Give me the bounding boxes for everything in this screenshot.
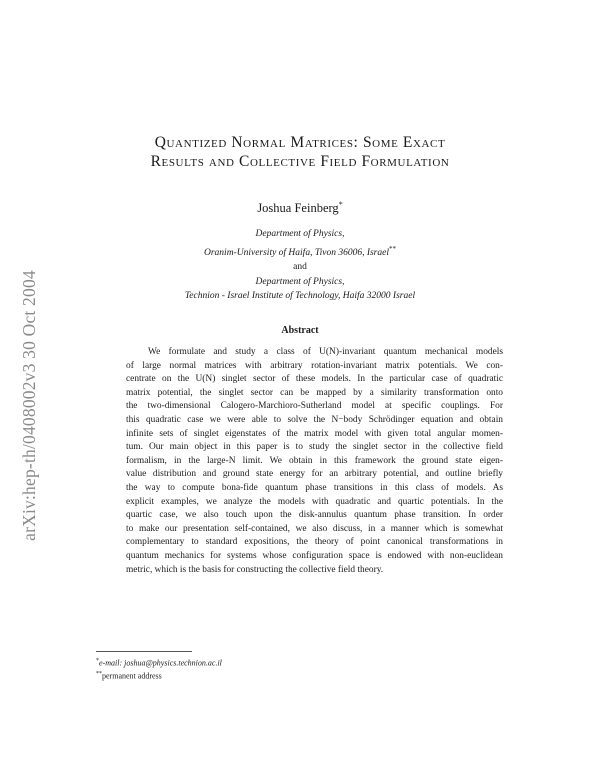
author xyxy=(0,200,600,216)
footnote-email-label: e-mail: xyxy=(99,658,123,668)
footnote-email-mark: * xyxy=(96,658,99,664)
abstract-line: complementary to standard expositions, the theory of point canonical transformations in xyxy=(126,537,503,548)
footnote-permanent xyxy=(96,669,222,682)
affiliation-dept-1: Department of Physics, xyxy=(255,229,345,239)
arxiv-identifier: arXiv:hep-th/0408002v3 30 Oct 2004 xyxy=(18,269,39,541)
paper-title xyxy=(0,133,600,171)
abstract-line: this quadratic case we were able to solve the N−body Schrödinger equation and obtain xyxy=(126,414,503,425)
title-line-1: Quantized Normal Matrices: Some Exact xyxy=(154,134,446,151)
abstract-line: quartic case, we also touch upon the disk-annulus quantum phase transition. In order xyxy=(126,510,503,521)
abstract-line: centrate on the U(N) singlet sector of these models. In the particular case of quadratic xyxy=(126,374,503,385)
abstract-body xyxy=(126,346,503,577)
footnotes xyxy=(96,656,222,681)
abstract-line: the two-dimensional Calogero-Marchioro-Sutherland model at specific couplings. For xyxy=(126,401,503,412)
footnote-email xyxy=(96,656,222,669)
affiliation-dept-2: Department of Physics, xyxy=(255,276,345,287)
author-name: Joshua Feinberg xyxy=(257,201,339,216)
abstract-line: explicit examples, we analyze the models with quadratic and quartic potentials. In the xyxy=(126,496,503,507)
abstract-line: metric, which is the basis for constructing the collective field theory. xyxy=(126,564,384,575)
affiliation-and: and xyxy=(293,262,307,273)
abstract-line: the way to compute bona-fide quantum phase transitions in this class of models. As xyxy=(126,482,503,493)
affiliation-inst-1 xyxy=(0,242,600,261)
title-line-2: Results and Collective Field Formulation xyxy=(150,153,450,170)
footnote-permanent-mark: ** xyxy=(96,670,102,677)
abstract-line: formalism, in the large-N limit. We obtain in this framework the ground state eigen- xyxy=(126,455,503,466)
affiliation-inst-1-mark: ** xyxy=(388,244,396,253)
affiliations xyxy=(0,227,600,304)
abstract-line: We formulate and study a class of U(N)-invariant quantum mechanical models xyxy=(148,347,503,357)
abstract-line: matrix potential, the singlet sector can be mapped by a similarity transformation onto xyxy=(126,387,503,398)
abstract-line: to make our presentation self-contained, we also discuss, in a manner which is somewhat xyxy=(126,523,503,534)
abstract-heading: Abstract xyxy=(281,325,319,336)
footnote-email-address[interactable]: joshua@physics.technion.ac.il xyxy=(124,658,222,668)
abstract-line: value distribution and ground state energy for an arbitrary potential, and outline briefly xyxy=(126,469,503,480)
footnote-permanent-text: permanent address xyxy=(102,671,162,681)
abstract-line: quantum mechanics for systems whose configuration space is endowed with non-euclidean xyxy=(126,550,503,561)
affiliation-inst-1-text: Oranim-University of Haifa, Tivon 36006, Israel xyxy=(204,247,389,258)
author-footnote-mark: * xyxy=(338,200,343,209)
abstract-line: infinite sets of singlet eigenstates of the matrix model with given total angular momen- xyxy=(126,428,503,439)
affiliation-inst-2: Technion - Israel Institute of Technology, Haifa 32000 Israel xyxy=(184,291,416,302)
abstract-line: tum. Our main object in this paper is to study the singlet sector in the collective field xyxy=(126,442,503,453)
abstract-line: of large normal matrices with arbitrary rotation-invariant matrix potentials. We con- xyxy=(126,360,503,371)
footnote-rule xyxy=(96,651,192,652)
